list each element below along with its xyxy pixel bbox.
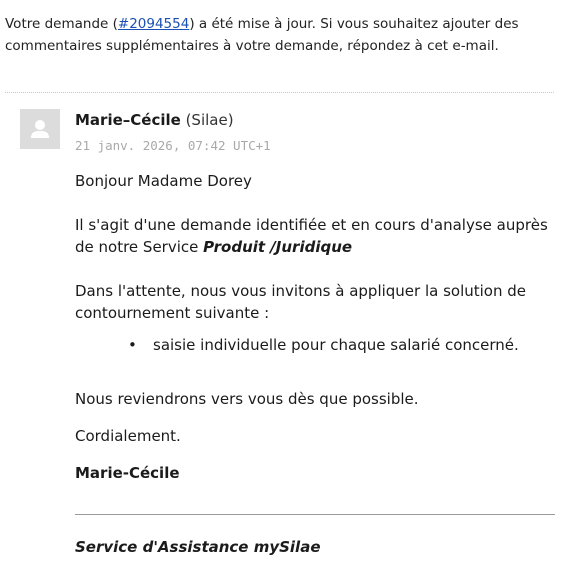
intro-prefix: Votre demande ( <box>5 16 118 32</box>
ticket-link[interactable]: #2094554 <box>117 16 190 32</box>
person-silhouette-icon <box>20 109 60 149</box>
service-emphasis: Produit /Juridique <box>203 238 353 256</box>
comment-timestamp: 21 janv. 2026, 07:42 UTC+1 <box>75 138 271 153</box>
greeting: Bonjour Madame Dorey <box>75 172 252 190</box>
signature-divider <box>75 514 555 515</box>
list-item-text: saisie individuelle pour chaque salarié concerné. <box>153 336 519 354</box>
comment-author <box>75 110 234 130</box>
paragraph-status-text: Il s'agit d'une demande identifiée et en cours d'analyse auprès de notre Service <box>75 216 548 256</box>
service-signature: Service d'Assistance mySilae <box>75 538 321 556</box>
author-org: (Silae) <box>185 111 234 129</box>
signature-name: Marie-Cécile <box>75 464 180 482</box>
paragraph-workaround: Dans l'attente, nous vous invitons à appliquer la solution de contournement suivante : <box>75 282 527 322</box>
closing: Cordialement. <box>75 427 181 445</box>
bullet-icon: • <box>128 336 137 354</box>
paragraph-followup: Nous reviendrons vers vous dès que possible. <box>75 390 419 408</box>
user-avatar-icon <box>20 109 60 149</box>
dotted-separator <box>5 92 554 93</box>
paragraph-status <box>75 214 565 258</box>
intro-text <box>5 13 565 57</box>
intro-suffix: ) a été mise à jour. Si vous souhaitez ajouter des commentaires supplémentaires à votre demande, répondez à cet e-mail. <box>5 16 519 54</box>
author-name: Marie–Cécile <box>75 111 181 129</box>
